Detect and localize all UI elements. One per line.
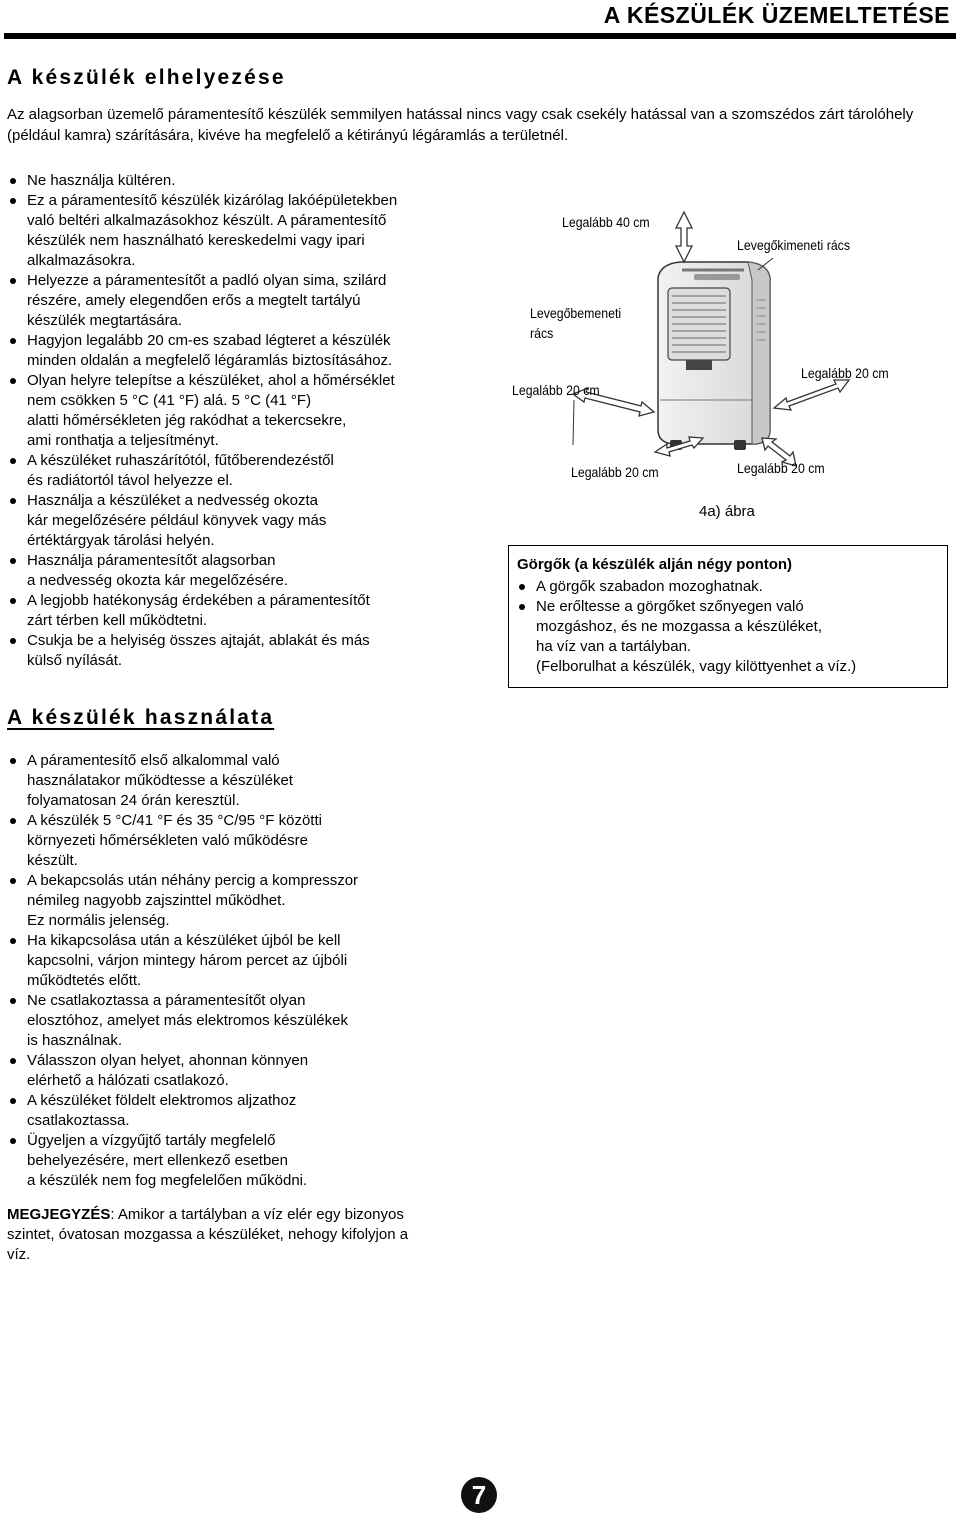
list-item: Ne csatlakoztassa a páramentesítőt olyan elosztóhoz, amelyet más elektromos készülékek is használnak. xyxy=(7,991,487,1051)
list-item: Használja a készüléket a nedvesség okozta kár megelőzésére például könyvek vagy más értéktárgyak tárolási helyén. xyxy=(7,491,487,551)
label-bottom-right-clearance: Legalább 20 cm xyxy=(737,460,825,476)
label-bottom-left-clearance: Legalább 20 cm xyxy=(571,464,659,480)
list-item: Ne erőltesse a görgőket szőnyegen való mozgáshoz, és ne mozgassa a készüléket, ha víz van a tartályban. (Felborulhat a készülék, vagy kilöttyenhet a víz.) xyxy=(516,597,941,677)
clearance-diagram xyxy=(0,0,960,540)
page-number-badge: 7 xyxy=(461,1477,497,1513)
note-text: : Amikor a tartályban a víz elér egy bizonyos szintet, óvatosan mozgassa a készüléket, nehogy kifolyjon a víz. xyxy=(7,1206,409,1263)
right-clearance-arrow xyxy=(774,380,849,410)
list-item: Ne használja kültéren. xyxy=(7,171,487,191)
list-item: A bekapcsolás után néhány percig a kompresszor némileg nagyobb zajszinttel működhet. Ez normális jelenség. xyxy=(7,871,487,931)
section-title-usage: A készülék használata xyxy=(7,706,275,729)
list-item: Ügyeljen a vízgyűjtő tartály megfelelő behelyezésére, mert ellenkező esetben a készülék nem fog megfelelően működni. xyxy=(7,1131,487,1191)
label-inlet-grille: Levegőbemeneti rács xyxy=(530,305,622,341)
list-item: Hagyjon legalább 20 cm-es szabad légteret a készülék minden oldalán a megfelelő légáramlás biztosításához. xyxy=(7,331,487,371)
list-item: Helyezze a páramentesítőt a padló olyan sima, szilárd részére, amely elegendően erős a megtelt tartályú készülék megtartására. xyxy=(7,271,487,331)
label-left-clearance: Legalább 20 cm xyxy=(512,382,600,398)
casters-bullet-list xyxy=(516,577,941,677)
note-paragraph xyxy=(7,1205,427,1265)
list-item: A görgők szabadon mozoghatnak. xyxy=(516,577,941,597)
list-item: A készülék 5 °C/41 °F és 35 °C/95 °F közötti környezeti hőmérsékleten való működésre készült. xyxy=(7,811,487,871)
list-item: Válasszon olyan helyet, ahonnan könnyen elérhető a hálózati csatlakozó. xyxy=(7,1051,487,1091)
top-clearance-arrow xyxy=(676,212,692,262)
list-item: Ez a páramentesítő készülék kizárólag lakóépületekben való beltéri alkalmazásokhoz készült. A páramentesítő készülék nem használható kereskedelmi vagy ipari alkalmazásokra. xyxy=(7,191,487,271)
note-label: MEGJEGYZÉS xyxy=(7,1206,111,1223)
casters-info-box xyxy=(508,545,948,688)
page-header-title: A KÉSZÜLÉK ÜZEMELTETÉSE xyxy=(603,2,950,28)
floor-line-left xyxy=(573,400,574,445)
list-item: Ha kikapcsolása után a készüléket újból be kell kapcsolni, várjon mintegy három percet az újbóli működtetés előtt. xyxy=(7,931,487,991)
dehumidifier-illustration xyxy=(658,262,770,450)
list-item: A készüléket földelt elektromos aljzathoz csatlakoztassa. xyxy=(7,1091,487,1131)
list-item: Csukja be a helyiség összes ajtaját, ablakát és más külső nyílását. xyxy=(7,631,487,671)
list-item: Használja páramentesítőt alagsorban a nedvesség okozta kár megelőzésére. xyxy=(7,551,487,591)
inlet-grille xyxy=(668,288,730,370)
section-title-placement: A készülék elhelyezése xyxy=(7,66,286,89)
intro-paragraph: Az alagsorban üzemelő páramentesítő készülék semmilyen hatással nincs vagy csak csekély hatással van a szomszédos zárt tárolóhely (például kamra) szárítására, kivéve ha megfelelő a kétirányú légáramlás a területnél. xyxy=(7,106,914,144)
list-item: Olyan helyre telepítse a készüléket, ahol a hőmérséklet nem csökken 5 °C (41 °F) alá. 5 °C (41 °F) alatti hőmérsékleten jég rakódhat a tekercsekre, ami ronthatja a teljesítményt. xyxy=(7,371,487,451)
figure-caption: 4a) ábra xyxy=(699,503,755,520)
list-item: A páramentesítő első alkalommal való használatakor működtesse a készüléket folyamatosan 24 órán keresztül. xyxy=(7,751,487,811)
list-item: A legjobb hatékonyság érdekében a páramentesítőt zárt térben kell működtetni. xyxy=(7,591,487,631)
label-top-clearance: Legalább 40 cm xyxy=(562,214,650,230)
casters-box-title: Görgők (a készülék alján négy ponton) xyxy=(517,556,793,573)
label-right-clearance: Legalább 20 cm xyxy=(801,365,889,381)
usage-bullet-list xyxy=(7,751,487,1191)
list-item: A készüléket ruhaszárítótól, fűtőberendezéstől és radiátortól távol helyezze el. xyxy=(7,451,487,491)
label-outlet-grille: Levegőkimeneti rács xyxy=(737,237,850,253)
